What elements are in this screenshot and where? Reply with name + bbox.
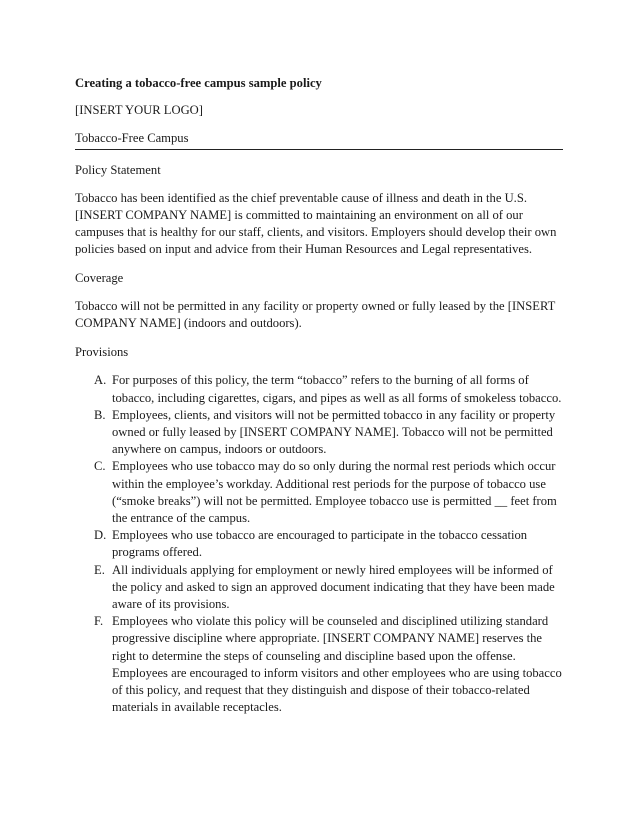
coverage-heading: Coverage [75,270,124,285]
provision-text: Employees, clients, and visitors will not be permitted tobacco in any facility or property owned or fully leased by [INSERT COMPANY NAME]. Tobacco will not be permitted anywhere on campus, indoors or outdoors. [112,407,556,457]
document-title: Creating a tobacco-free campus sample policy [75,76,322,90]
provision-item [75,562,563,614]
provision-marker: D. [94,528,107,543]
provision-marker: C. [94,459,106,474]
provision-text: Employees who use tobacco may do so only during the normal rest periods which occur within the employee’s workday. Additional rest periods for the purpose of tobacco use (“smoke breaks”) will not be permitted. Employee tobacco use is permitted __ feet from the entrance of the campus. [112,459,557,526]
document-page [75,75,563,717]
policy-statement-text: Tobacco has been identified as the chief preventable cause of illness and death in the U.S. [INSERT COMPANY NAME] is committed to maintaining an environment on all of our campuses that is healthy for our staff, clients, and visitors. Employers should develop their own policies based on input and advice from their Human Resources and Legal representatives. [75,190,557,257]
provision-item [75,527,563,561]
provision-text: Employees who violate this policy will be counseled and disciplined utilizing standard progressive discipline where appropriate. [INSERT COMPANY NAME] reserves the right to determine the steps of counseling and discipline based upon the offense. Employees are encouraged to inform visitors and other employees who are using tobacco of this policy, and request that they distinguish and dispose of their tobacco-related materials in available receptacles. [112,614,562,715]
coverage-text: Tobacco will not be permitted in any facility or property owned or fully leased by the [INSERT COMPANY NAME] (indoors and outdoors). [75,298,556,331]
provision-item [75,372,563,406]
provision-marker: F. [94,614,104,629]
provision-marker: E. [94,562,105,577]
provision-marker: A. [94,373,107,388]
provision-marker: B. [94,407,106,422]
provision-item [75,613,563,716]
provision-text: All individuals applying for employment or newly hired employees will be informed of the policy and asked to sign an approved document indicating that they have been made aware of its provisions. [112,562,555,612]
logo-placeholder: [INSERT YOUR LOGO] [75,103,203,118]
policy-statement-heading: Policy Statement [75,162,161,177]
provision-item [75,407,563,459]
provision-text: Employees who use tobacco are encouraged to participate in the tobacco cessation programs offered. [112,528,528,560]
provisions-heading: Provisions [75,345,129,360]
provision-text: For purposes of this policy, the term “tobacco” refers to the burning of all forms of tobacco, including cigarettes, cigars, and pipes as well as all forms of smokeless tobacco. [112,373,562,405]
provision-item [75,458,563,527]
provisions-list [75,372,563,716]
campus-heading: Tobacco-Free Campus [75,130,563,149]
